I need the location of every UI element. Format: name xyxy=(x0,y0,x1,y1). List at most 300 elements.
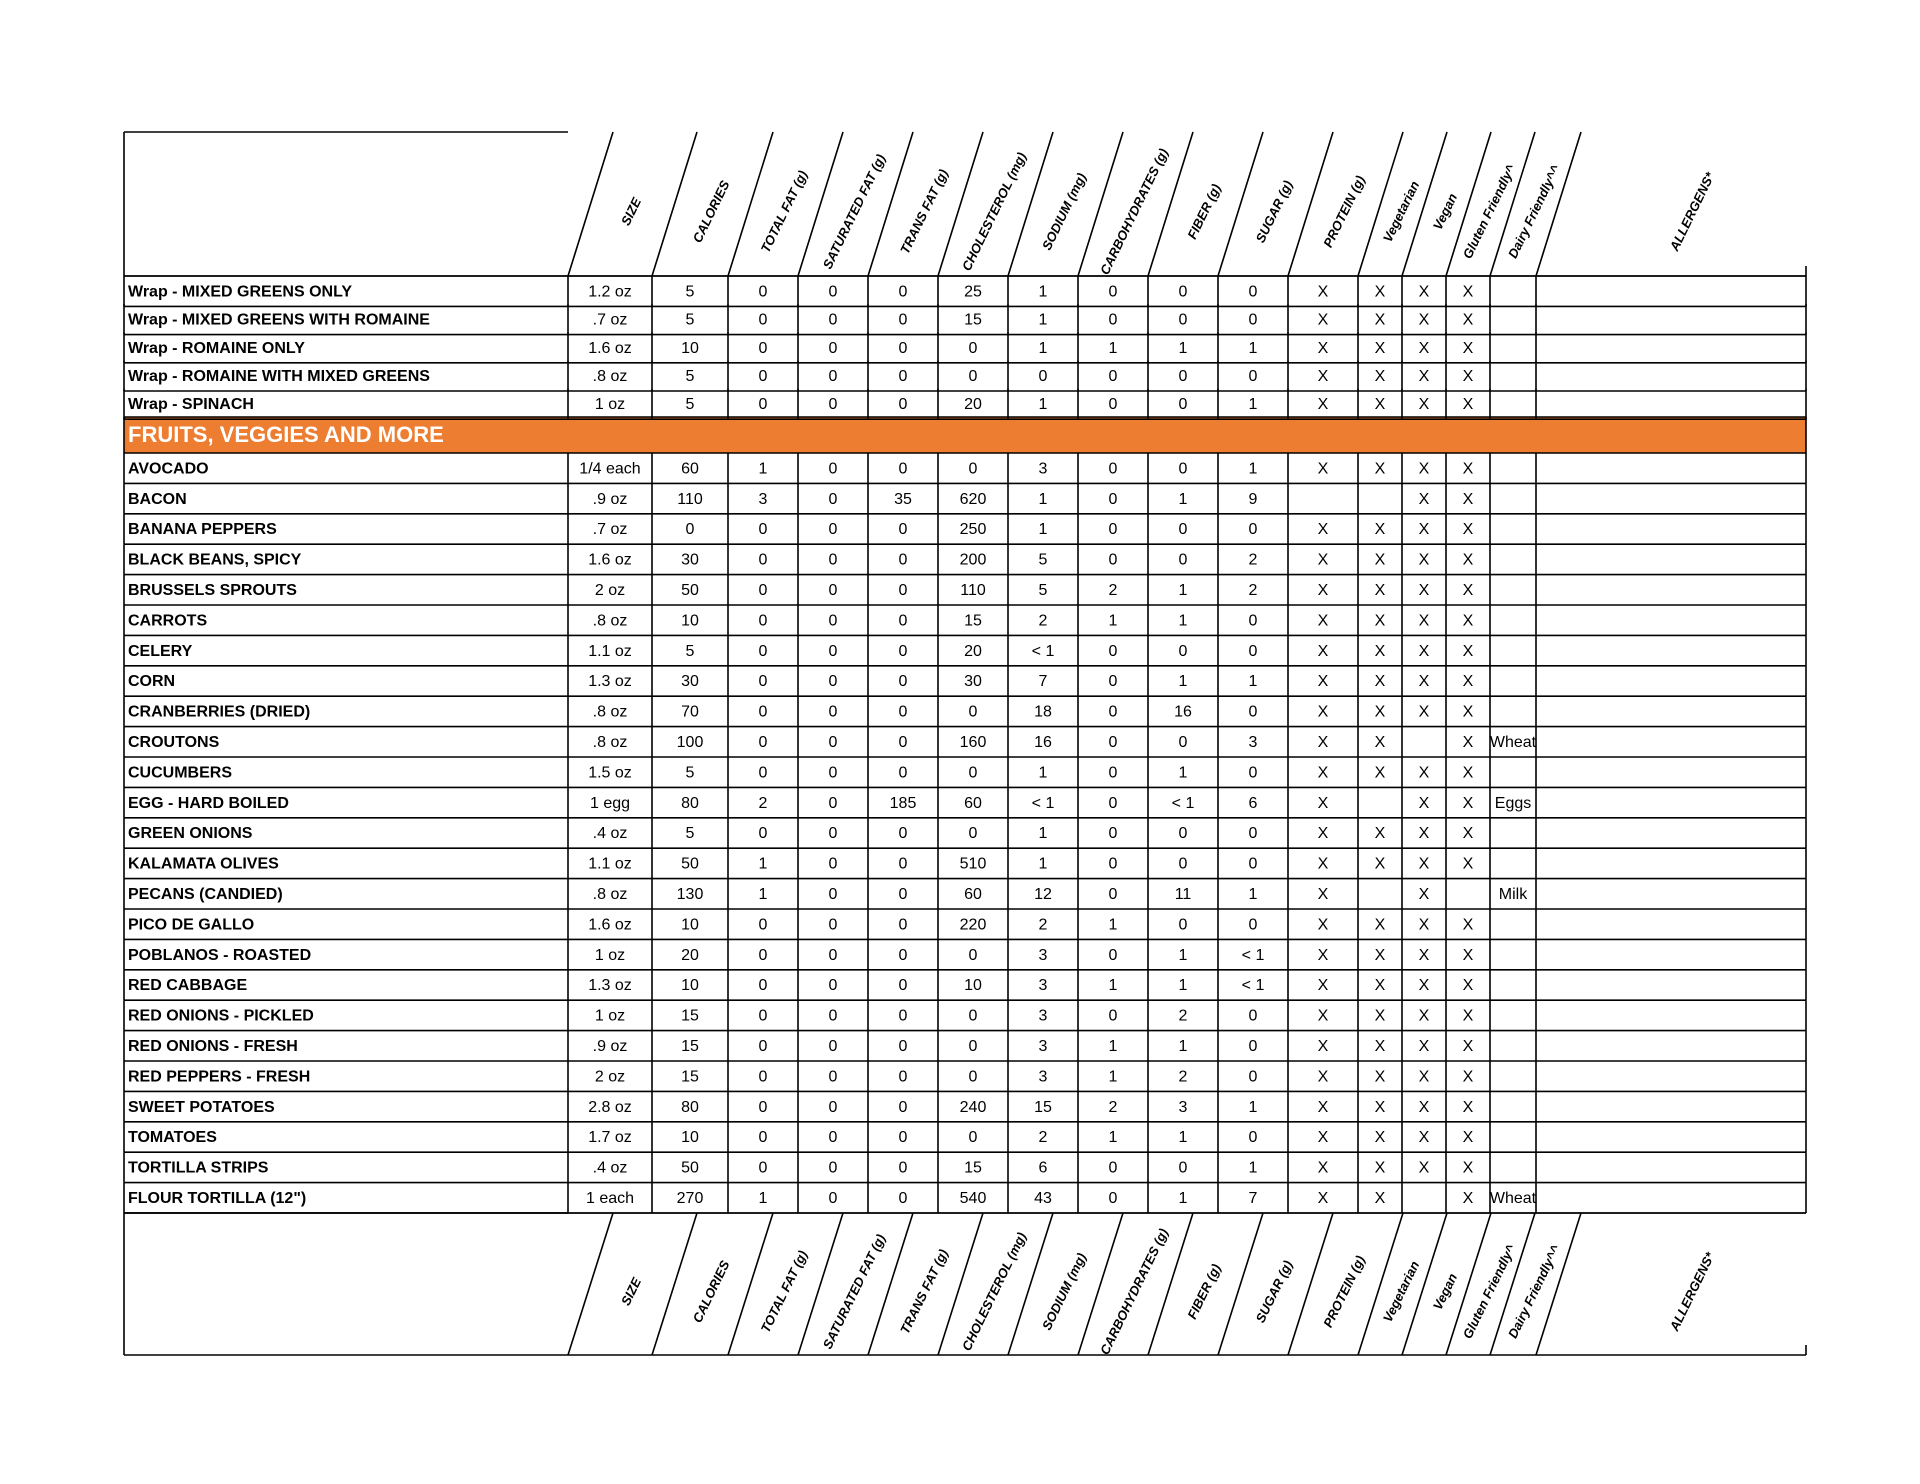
row-name: RED ONIONS - FRESH xyxy=(128,1038,298,1056)
cell-10: 1 xyxy=(1248,673,1258,691)
cell-2: 20 xyxy=(681,946,699,964)
cell-8: 0 xyxy=(1108,551,1118,569)
cell-12: X xyxy=(1374,977,1386,995)
cell-5: 0 xyxy=(898,825,908,843)
cell-2: 10 xyxy=(681,612,699,630)
cell-4: 0 xyxy=(828,1190,838,1208)
cell-13: X xyxy=(1418,311,1430,329)
column-header-13: Gluten Friendly^ xyxy=(1459,161,1519,262)
cell-7: 15 xyxy=(1034,1098,1052,1116)
cell-10: 1 xyxy=(1248,1159,1258,1177)
cell-11: X xyxy=(1317,1159,1329,1177)
cell-9: 0 xyxy=(1178,825,1188,843)
cell-11: X xyxy=(1317,339,1329,357)
cell-8: 0 xyxy=(1108,825,1118,843)
cell-6: 620 xyxy=(959,490,987,508)
cell-8: 0 xyxy=(1108,521,1118,539)
header-slant-line xyxy=(1288,1213,1333,1355)
cell-8: 0 xyxy=(1108,283,1118,301)
cell-4: 0 xyxy=(828,582,838,600)
cell-6: 0 xyxy=(968,339,978,357)
cell-2: 10 xyxy=(681,977,699,995)
cell-1: .4 oz xyxy=(592,1159,628,1177)
cell-9: 0 xyxy=(1178,283,1188,301)
cell-12: X xyxy=(1374,612,1386,630)
row-name: SWEET POTATOES xyxy=(128,1098,275,1116)
cell-12: X xyxy=(1374,855,1386,873)
cell-5: 0 xyxy=(898,311,908,329)
cell-5: 0 xyxy=(898,1129,908,1147)
cell-1: .4 oz xyxy=(592,825,628,843)
cell-6: 15 xyxy=(964,612,982,630)
cell-2: 80 xyxy=(681,1098,699,1116)
cell-13: X xyxy=(1418,886,1430,904)
cell-11: X xyxy=(1317,1098,1329,1116)
cell-10: 0 xyxy=(1248,916,1258,934)
cell-14: X xyxy=(1462,283,1474,301)
cell-14: X xyxy=(1462,582,1474,600)
cell-3: 0 xyxy=(758,283,768,301)
cell-8: 0 xyxy=(1108,855,1118,873)
row-name: RED PEPPERS - FRESH xyxy=(128,1068,311,1086)
cell-14: X xyxy=(1462,673,1474,691)
cell-11: X xyxy=(1317,764,1329,782)
cell-12: X xyxy=(1374,764,1386,782)
cell-2: 70 xyxy=(681,703,699,721)
cell-6: 0 xyxy=(968,946,978,964)
cell-3: 0 xyxy=(758,703,768,721)
cell-11: X xyxy=(1317,946,1329,964)
column-header-8: FIBER (g) xyxy=(1184,1261,1224,1322)
cell-6: 510 xyxy=(959,855,987,873)
cell-10: 6 xyxy=(1248,794,1258,812)
column-header-9: SUGAR (g) xyxy=(1252,178,1296,246)
cell-13: X xyxy=(1418,977,1430,995)
cell-8: 1 xyxy=(1108,612,1118,630)
cell-6: 0 xyxy=(968,368,978,386)
cell-4: 0 xyxy=(828,794,838,812)
row-name: CARROTS xyxy=(128,612,208,630)
cell-3: 0 xyxy=(758,1159,768,1177)
cell-15: Eggs xyxy=(1494,794,1532,812)
cell-5: 0 xyxy=(898,460,908,478)
row-name: POBLANOS - ROASTED xyxy=(128,946,312,964)
cell-3: 0 xyxy=(758,916,768,934)
column-header-6: SODIUM (mg) xyxy=(1038,1250,1090,1333)
cell-15: Wheat xyxy=(1489,1190,1537,1208)
cell-14: X xyxy=(1462,825,1474,843)
cell-10: 0 xyxy=(1248,311,1258,329)
cell-3: 0 xyxy=(758,977,768,995)
cell-13: X xyxy=(1418,764,1430,782)
cell-6: 60 xyxy=(964,794,982,812)
cell-2: 5 xyxy=(685,283,695,301)
cell-8: 0 xyxy=(1108,460,1118,478)
header-slant-line xyxy=(568,1213,613,1355)
column-header-9: SUGAR (g) xyxy=(1252,1258,1296,1326)
cell-4: 0 xyxy=(828,283,838,301)
cell-10: 1 xyxy=(1248,396,1258,414)
cell-1: 2 oz xyxy=(594,582,626,600)
cell-1: 1.7 oz xyxy=(588,1129,632,1147)
cell-6: 200 xyxy=(959,551,987,569)
cell-7: 0 xyxy=(1038,368,1048,386)
header-slant-line xyxy=(1288,132,1333,276)
cell-5: 185 xyxy=(889,794,917,812)
cell-6: 0 xyxy=(968,1068,978,1086)
cell-5: 0 xyxy=(898,1159,908,1177)
cell-14: X xyxy=(1462,977,1474,995)
column-header-10: PROTEIN (g) xyxy=(1320,1253,1368,1330)
cell-5: 0 xyxy=(898,673,908,691)
cell-4: 0 xyxy=(828,551,838,569)
cell-8: 1 xyxy=(1108,1129,1118,1147)
cell-5: 0 xyxy=(898,339,908,357)
row-name: FLOUR TORTILLA (12") xyxy=(128,1190,307,1208)
cell-6: 15 xyxy=(964,1159,982,1177)
cell-9: 0 xyxy=(1178,396,1188,414)
cell-14: X xyxy=(1462,855,1474,873)
cell-14: X xyxy=(1462,794,1474,812)
cell-11: X xyxy=(1317,673,1329,691)
cell-13: X xyxy=(1418,794,1430,812)
cell-7: 1 xyxy=(1038,764,1048,782)
cell-2: 5 xyxy=(685,311,695,329)
cell-5: 0 xyxy=(898,703,908,721)
cell-2: 15 xyxy=(681,1068,699,1086)
cell-3: 0 xyxy=(758,339,768,357)
cell-3: 0 xyxy=(758,368,768,386)
cell-3: 0 xyxy=(758,1038,768,1056)
cell-2: 10 xyxy=(681,339,699,357)
cell-7: 1 xyxy=(1038,521,1048,539)
cell-2: 10 xyxy=(681,1129,699,1147)
cell-5: 0 xyxy=(898,551,908,569)
cell-5: 0 xyxy=(898,612,908,630)
cell-11: X xyxy=(1317,1068,1329,1086)
cell-8: 1 xyxy=(1108,916,1118,934)
cell-4: 0 xyxy=(828,734,838,752)
cell-13: X xyxy=(1418,703,1430,721)
cell-14: X xyxy=(1462,612,1474,630)
header-slant-line xyxy=(1218,1213,1263,1355)
cell-15: Wheat xyxy=(1489,734,1537,752)
column-header-0: SIZE xyxy=(617,1275,645,1308)
cell-14: X xyxy=(1462,396,1474,414)
cell-14: X xyxy=(1462,734,1474,752)
column-header-11: Vegetarian xyxy=(1379,1258,1423,1325)
cell-7: < 1 xyxy=(1031,794,1055,812)
cell-1: .8 oz xyxy=(592,368,628,386)
cell-2: 100 xyxy=(676,734,704,752)
cell-13: X xyxy=(1418,916,1430,934)
cell-12: X xyxy=(1374,283,1386,301)
cell-2: 270 xyxy=(676,1190,704,1208)
cell-12: X xyxy=(1374,1129,1386,1147)
column-header-2: TOTAL FAT (g) xyxy=(757,168,811,255)
cell-1: 1.3 oz xyxy=(588,673,632,691)
cell-1: 1 oz xyxy=(594,396,626,414)
cell-9: 0 xyxy=(1178,551,1188,569)
cell-2: 15 xyxy=(681,1038,699,1056)
cell-2: 5 xyxy=(685,642,695,660)
cell-12: X xyxy=(1374,703,1386,721)
cell-1: 1.1 oz xyxy=(588,642,632,660)
cell-7: 12 xyxy=(1034,886,1052,904)
cell-14: X xyxy=(1462,1098,1474,1116)
cell-1: 1 each xyxy=(585,1190,635,1208)
cell-11: X xyxy=(1317,612,1329,630)
column-header-10: PROTEIN (g) xyxy=(1320,173,1368,250)
cell-1: 1 oz xyxy=(594,1007,626,1025)
cell-9: 3 xyxy=(1178,1098,1188,1116)
cell-9: 0 xyxy=(1178,460,1188,478)
cell-10: 0 xyxy=(1248,1007,1258,1025)
cell-4: 0 xyxy=(828,886,838,904)
cell-3: 0 xyxy=(758,1098,768,1116)
row-name: Wrap - MIXED GREENS ONLY xyxy=(128,283,353,301)
cell-10: 0 xyxy=(1248,1038,1258,1056)
cell-9: 2 xyxy=(1178,1068,1188,1086)
cell-1: 1.6 oz xyxy=(588,339,632,357)
cell-12: X xyxy=(1374,368,1386,386)
cell-3: 3 xyxy=(758,490,768,508)
cell-3: 1 xyxy=(758,886,768,904)
column-header-1: CALORIES xyxy=(689,178,733,246)
cell-2: 30 xyxy=(681,673,699,691)
cell-13: X xyxy=(1418,490,1430,508)
cell-11: X xyxy=(1317,1038,1329,1056)
cell-2: 50 xyxy=(681,855,699,873)
row-name: BANANA PEPPERS xyxy=(128,521,277,539)
cell-8: 1 xyxy=(1108,1038,1118,1056)
cell-2: 0 xyxy=(685,521,695,539)
cell-14: X xyxy=(1462,1190,1474,1208)
cell-9: 0 xyxy=(1178,1159,1188,1177)
cell-11: X xyxy=(1317,977,1329,995)
cell-10: 0 xyxy=(1248,703,1258,721)
column-header-11: Vegetarian xyxy=(1379,178,1423,245)
cell-6: 220 xyxy=(959,916,987,934)
column-header-7: CARBOHYDRATES (g) xyxy=(1096,146,1172,278)
header-slant-line xyxy=(728,132,773,276)
cell-3: 0 xyxy=(758,1068,768,1086)
cell-12: X xyxy=(1374,1159,1386,1177)
cell-6: 20 xyxy=(964,642,982,660)
column-header-7: CARBOHYDRATES (g) xyxy=(1096,1226,1172,1358)
cell-4: 0 xyxy=(828,1159,838,1177)
cell-4: 0 xyxy=(828,490,838,508)
cell-7: 5 xyxy=(1038,551,1048,569)
cell-7: 3 xyxy=(1038,1068,1048,1086)
cell-3: 0 xyxy=(758,1129,768,1147)
row-name: BRUSSELS SPROUTS xyxy=(128,582,297,600)
cell-13: X xyxy=(1418,1129,1430,1147)
cell-12: X xyxy=(1374,1098,1386,1116)
cell-8: 1 xyxy=(1108,977,1118,995)
cell-6: 0 xyxy=(968,460,978,478)
column-header-0: SIZE xyxy=(617,195,645,228)
cell-7: 1 xyxy=(1038,339,1048,357)
row-name: Wrap - ROMAINE WITH MIXED GREENS xyxy=(128,368,430,386)
row-name: CROUTONS xyxy=(128,734,220,752)
cell-15: Milk xyxy=(1498,886,1528,904)
cell-11: X xyxy=(1317,396,1329,414)
cell-9: 0 xyxy=(1178,311,1188,329)
column-header-12: Vegan xyxy=(1429,190,1461,233)
cell-12: X xyxy=(1374,521,1386,539)
cell-4: 0 xyxy=(828,673,838,691)
row-name: RED ONIONS - PICKLED xyxy=(128,1007,314,1025)
cell-9: 0 xyxy=(1178,734,1188,752)
cell-2: 10 xyxy=(681,916,699,934)
row-name: RED CABBAGE xyxy=(128,977,248,995)
cell-5: 0 xyxy=(898,946,908,964)
cell-8: 0 xyxy=(1108,1190,1118,1208)
cell-7: 7 xyxy=(1038,673,1048,691)
cell-5: 0 xyxy=(898,764,908,782)
cell-8: 0 xyxy=(1108,794,1118,812)
cell-8: 0 xyxy=(1108,1007,1118,1025)
cell-9: 1 xyxy=(1178,582,1188,600)
cell-6: 540 xyxy=(959,1190,987,1208)
cell-13: X xyxy=(1418,551,1430,569)
cell-14: X xyxy=(1462,1129,1474,1147)
cell-9: 1 xyxy=(1178,612,1188,630)
cell-3: 0 xyxy=(758,764,768,782)
cell-4: 0 xyxy=(828,703,838,721)
cell-7: 6 xyxy=(1038,1159,1048,1177)
header-slant-line xyxy=(728,1213,773,1355)
cell-12: X xyxy=(1374,339,1386,357)
cell-3: 0 xyxy=(758,734,768,752)
cell-2: 50 xyxy=(681,1159,699,1177)
cell-7: 3 xyxy=(1038,946,1048,964)
cell-9: 0 xyxy=(1178,855,1188,873)
cell-10: 2 xyxy=(1248,582,1258,600)
cell-11: X xyxy=(1317,886,1329,904)
cell-1: .8 oz xyxy=(592,612,628,630)
cell-2: 50 xyxy=(681,582,699,600)
cell-6: 10 xyxy=(964,977,982,995)
column-header-2: TOTAL FAT (g) xyxy=(757,1248,811,1335)
cell-12: X xyxy=(1374,460,1386,478)
row-name: Wrap - ROMAINE ONLY xyxy=(128,339,305,357)
cell-2: 30 xyxy=(681,551,699,569)
cell-10: 0 xyxy=(1248,855,1258,873)
cell-7: 1 xyxy=(1038,396,1048,414)
cell-1: 1.5 oz xyxy=(588,764,632,782)
row-name: PICO DE GALLO xyxy=(128,916,255,934)
cell-8: 0 xyxy=(1108,642,1118,660)
cell-5: 0 xyxy=(898,886,908,904)
cell-4: 0 xyxy=(828,764,838,782)
row-name: Wrap - SPINACH xyxy=(128,396,254,414)
cell-6: 0 xyxy=(968,1129,978,1147)
column-header-1: CALORIES xyxy=(689,1258,733,1326)
header-slant-line xyxy=(652,1213,697,1355)
cell-11: X xyxy=(1317,1190,1329,1208)
cell-6: 0 xyxy=(968,1007,978,1025)
cell-7: 2 xyxy=(1038,916,1048,934)
cell-10: 0 xyxy=(1248,825,1258,843)
cell-14: X xyxy=(1462,1159,1474,1177)
cell-7: 5 xyxy=(1038,582,1048,600)
cell-3: 0 xyxy=(758,612,768,630)
cell-3: 0 xyxy=(758,521,768,539)
cell-9: 0 xyxy=(1178,368,1188,386)
column-header-3: SATURATED FAT (g) xyxy=(819,1231,889,1352)
cell-4: 0 xyxy=(828,396,838,414)
cell-7: 1 xyxy=(1038,283,1048,301)
cell-8: 0 xyxy=(1108,490,1118,508)
cell-14: X xyxy=(1462,339,1474,357)
cell-13: X xyxy=(1418,339,1430,357)
cell-5: 0 xyxy=(898,916,908,934)
cell-1: .7 oz xyxy=(592,521,628,539)
cell-10: 1 xyxy=(1248,1098,1258,1116)
cell-3: 0 xyxy=(758,582,768,600)
cell-9: 1 xyxy=(1178,673,1188,691)
cell-10: 1 xyxy=(1248,339,1258,357)
cell-11: X xyxy=(1317,703,1329,721)
header-slant-line xyxy=(568,132,613,276)
row-name: CELERY xyxy=(128,642,193,660)
cell-9: 2 xyxy=(1178,1007,1188,1025)
cell-4: 0 xyxy=(828,1007,838,1025)
cell-10: 3 xyxy=(1248,734,1258,752)
cell-14: X xyxy=(1462,703,1474,721)
row-name: TORTILLA STRIPS xyxy=(128,1159,269,1177)
cell-3: 0 xyxy=(758,311,768,329)
cell-1: 2.8 oz xyxy=(588,1098,632,1116)
cell-14: X xyxy=(1462,946,1474,964)
cell-4: 0 xyxy=(828,612,838,630)
cell-5: 0 xyxy=(898,1007,908,1025)
cell-12: X xyxy=(1374,946,1386,964)
cell-12: X xyxy=(1374,642,1386,660)
cell-10: 0 xyxy=(1248,1068,1258,1086)
header-slant-line xyxy=(1218,132,1263,276)
cell-2: 5 xyxy=(685,764,695,782)
cell-8: 0 xyxy=(1108,703,1118,721)
cell-11: X xyxy=(1317,551,1329,569)
cell-6: 15 xyxy=(964,311,982,329)
cell-14: X xyxy=(1462,521,1474,539)
cell-10: 7 xyxy=(1248,1190,1258,1208)
cell-6: 0 xyxy=(968,703,978,721)
cell-1: 2 oz xyxy=(594,1068,626,1086)
cell-1: 1.3 oz xyxy=(588,977,632,995)
cell-11: X xyxy=(1317,825,1329,843)
cell-3: 0 xyxy=(758,1007,768,1025)
row-name: CRANBERRIES (DRIED) xyxy=(128,703,311,721)
cell-1: 1/4 each xyxy=(579,460,641,478)
cell-4: 0 xyxy=(828,368,838,386)
cell-9: < 1 xyxy=(1171,794,1195,812)
cell-9: 11 xyxy=(1174,886,1192,904)
column-header-4: TRANS FAT (g) xyxy=(897,1246,951,1337)
cell-10: 0 xyxy=(1248,642,1258,660)
cell-5: 0 xyxy=(898,521,908,539)
cell-6: 20 xyxy=(964,396,982,414)
cell-12: X xyxy=(1374,1068,1386,1086)
cell-10: 2 xyxy=(1248,551,1258,569)
cell-10: 1 xyxy=(1248,460,1258,478)
cell-7: 3 xyxy=(1038,1038,1048,1056)
cell-7: 3 xyxy=(1038,1007,1048,1025)
cell-1: 1 oz xyxy=(594,946,626,964)
